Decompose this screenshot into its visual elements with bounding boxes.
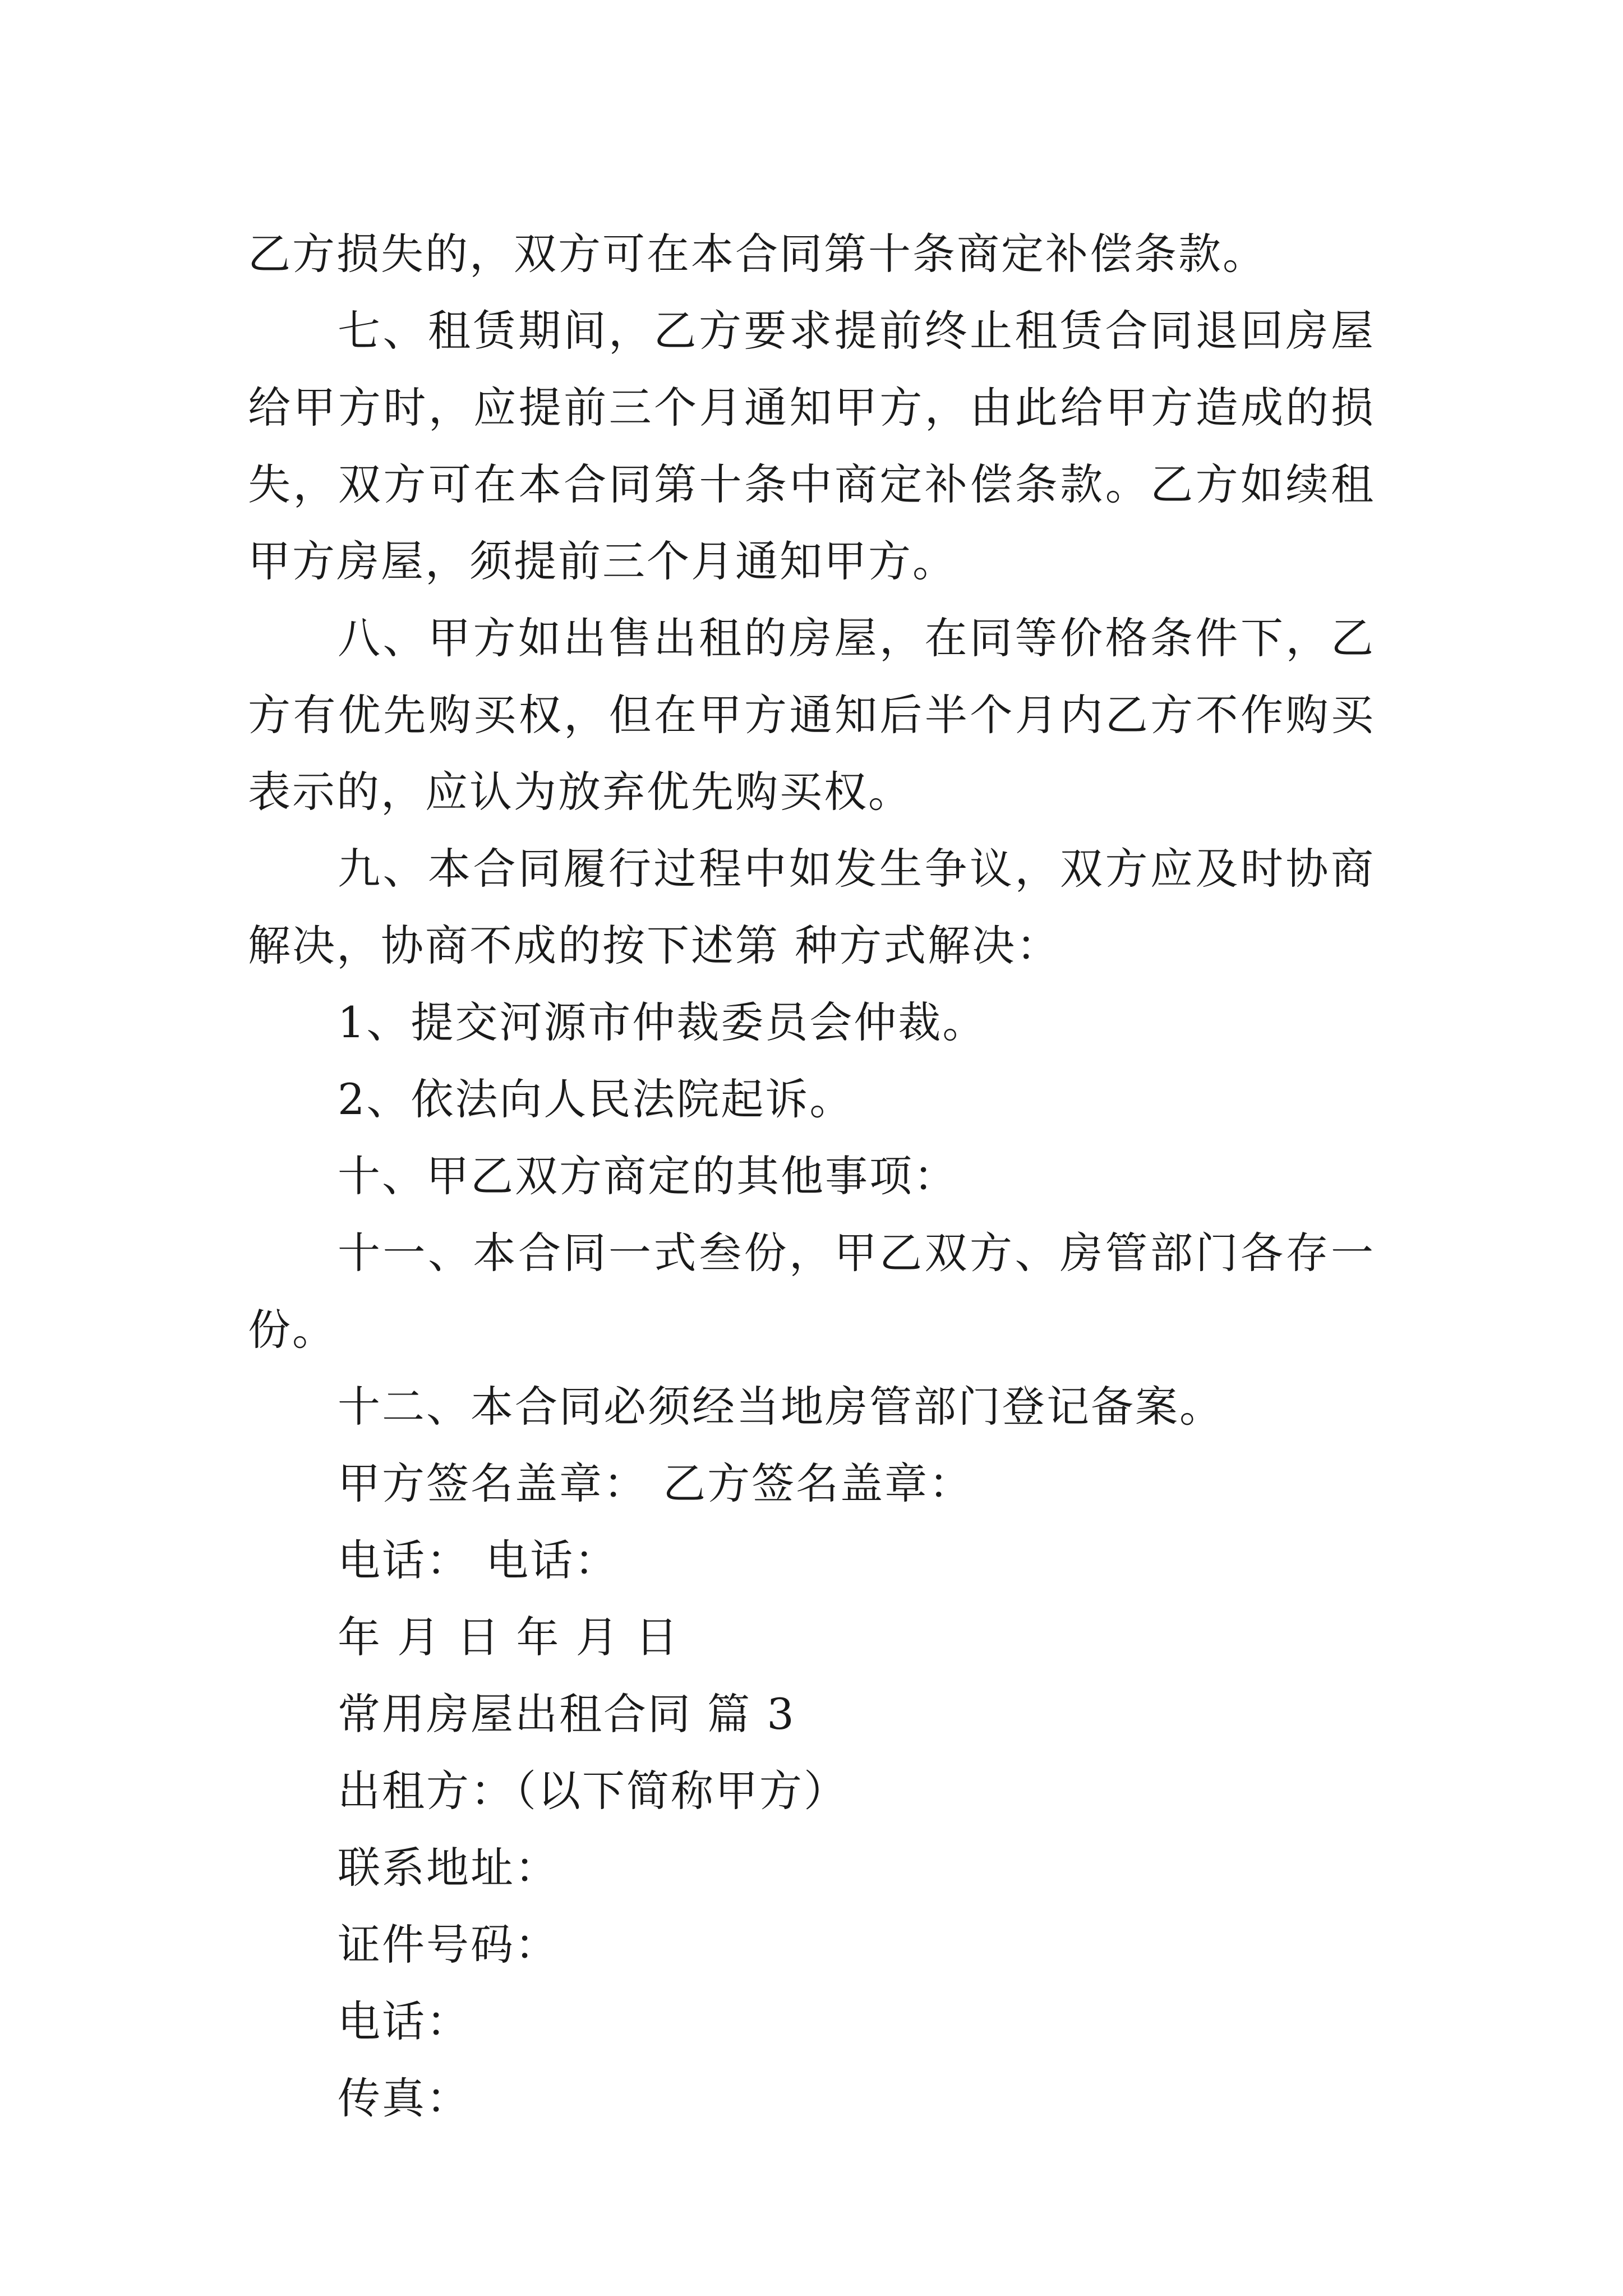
paragraph-clause-7: 七、租赁期间，乙方要求提前终止租赁合同退回房屋给甲方时，应提前三个月通知甲方，由此给甲方造成的损失，双方可在本合同第十条中商定补偿条款。乙方如续租甲方房屋，须提前三个月通知甲方。 xyxy=(248,306,1375,586)
paragraph-option-2: 2、依法向人民法院起诉。 xyxy=(338,1074,854,1124)
date-line: 年 月 日 年 月 日 xyxy=(338,1612,680,1662)
telephone-line: 电话： xyxy=(338,1996,471,2046)
section-heading: 常用房屋出租合同 篇 3 xyxy=(338,1689,796,1739)
paragraph-clause-12: 十二、本合同必须经当地房管部门登记备案。 xyxy=(338,1382,1224,1432)
signature-line: 甲方签名盖章： 乙方签名盖章： xyxy=(338,1458,974,1508)
paragraph-clause-11: 十一、本合同一式叁份，甲乙双方、房管部门各存一份。 xyxy=(248,1228,1375,1355)
address-line: 联系地址： xyxy=(338,1843,559,1893)
document-body xyxy=(248,215,1375,2137)
id-number-line: 证件号码： xyxy=(338,1920,559,1970)
paragraph-clause-9: 九、本合同履行过程中如发生争议，双方应及时协商解决，协商不成的按下述第 种方式解决： xyxy=(248,844,1375,970)
paragraph-clause-10: 十、甲乙双方商定的其他事项： xyxy=(338,1151,958,1201)
lessor-line: 出租方：（以下简称甲方） xyxy=(338,1766,848,1816)
phone-line: 电话： 电话： xyxy=(338,1535,619,1585)
paragraph-clause-8: 八、甲方如出售出租的房屋，在同等价格条件下，乙方有优先购买权，但在甲方通知后半个月内乙方不作购买表示的，应认为放弃优先购买权。 xyxy=(248,613,1375,817)
paragraph-loss-compensation: 乙方损失的，双方可在本合同第十条商定补偿条款。 xyxy=(248,229,1267,279)
fax-line: 传真： xyxy=(338,2073,471,2123)
paragraph-option-1: 1、提交河源市仲裁委员会仲裁。 xyxy=(338,997,987,1047)
